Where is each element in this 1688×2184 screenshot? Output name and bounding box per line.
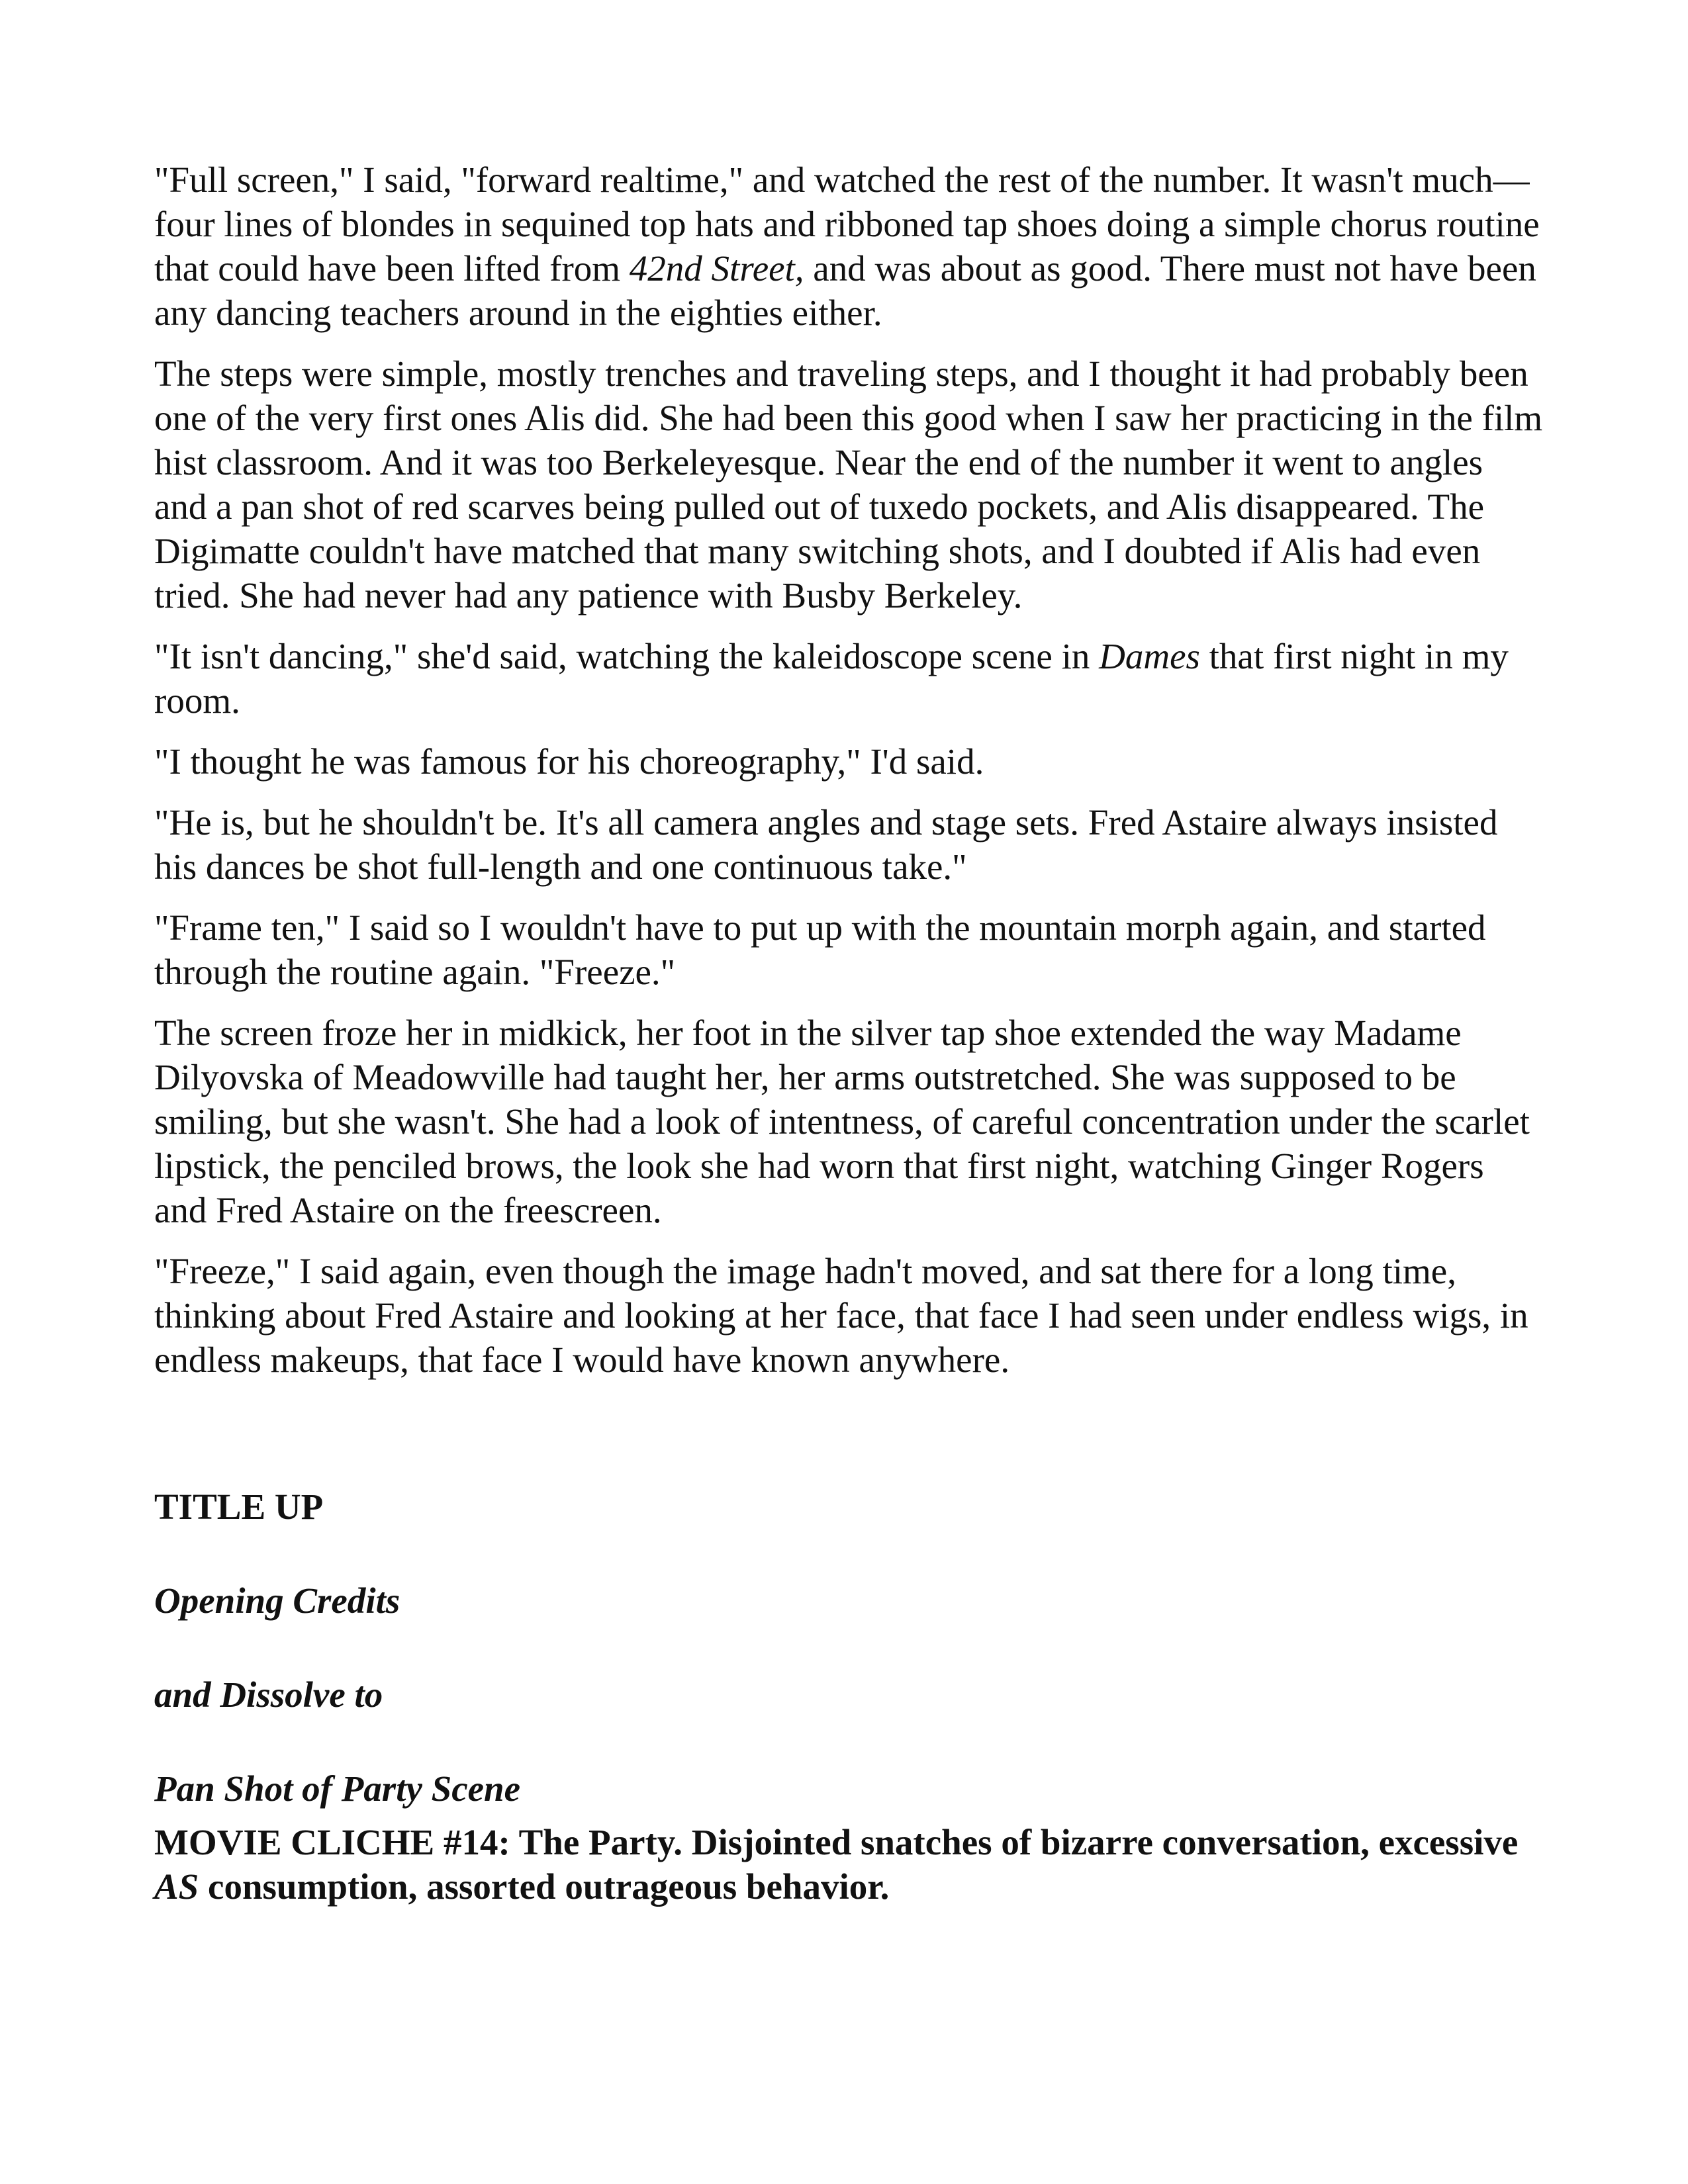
paragraph-freeze-again: "Freeze," I said again, even though the image hadn't moved, and sat there for a long time, thinking about Fred Astaire and looking at her face, that face I had seen under endless wigs, in endless makeups, that face I would have known anywhere. (154, 1251, 1528, 1380)
paragraph-text: that first night in my room. (154, 636, 1509, 721)
paragraph-text: "Full screen," I said, "forward realtime," and watched the rest of the number. It wasn't much—four lines of blondes in sequined top hats and ribboned tap shoes doing a simple chorus routine that could have been lifted from (154, 159, 1540, 289)
heading-dissolve: and Dissolve to (154, 1674, 383, 1715)
paragraph-text: "It isn't dancing," she'd said, watching the kaleidoscope scene in (154, 636, 1100, 676)
paragraph-steps: The steps were simple, mostly trenches and traveling steps, and I thought it had probably been one of the very first ones Alis did. She had been this good when I saw her practicing in the film hist classroom. And it was too Berkeleyesque. Near the end of the number it went to angles and a pan shot of red scarves being pulled out of tuxedo pockets, and Alis disappeared. The Digimatte couldn't have matched that many switching shots, and I doubted if Alis had even tried. She had never had any patience with Busby Berkeley. (154, 353, 1543, 615)
paragraph-choreography: "I thought he was famous for his choreography," I'd said. (154, 741, 984, 782)
paragraph-he-is: "He is, but he shouldn't be. It's all camera angles and stage sets. Fred Astaire always insisted his dances be shot full-length and one continuous take." (154, 802, 1498, 887)
paragraph-movie-cliche (154, 1820, 1544, 1909)
heading-pan-shot: Pan Shot of Party Scene (154, 1768, 521, 1809)
paragraph-screen-froze: The screen froze her in midkick, her foot in the silver tap shoe extended the way Madame Dilyovska of Meadowville had taught her, her arms outstretched. She was supposed to be smiling, but she wasn't. She had a look of intentness, of careful concentration under the scarlet lipstick, the penciled brows, the look she had worn that first night, watching Ginger Rogers and Fred Astaire on the freescreen. (154, 1013, 1530, 1230)
cliche-italic: AS (154, 1866, 199, 1907)
cliche-text: MOVIE CLICHE #14: The Party. Disjointed snatches of bizarre conversation, excessive (154, 1822, 1519, 1862)
cliche-text: consumption, assorted outrageous behavior. (199, 1866, 890, 1907)
document-page (154, 158, 1544, 1945)
film-title: 42nd Street, (629, 248, 804, 289)
paragraph-text: and was about as good. There must not have been any dancing teachers around in the eighties either. (154, 248, 1536, 333)
heading-opening-credits: Opening Credits (154, 1580, 400, 1621)
film-title: Dames (1099, 636, 1200, 676)
paragraph-isnt-dancing (154, 634, 1544, 723)
paragraph-full-screen (154, 158, 1544, 335)
paragraph-frame-ten: "Frame ten," I said so I wouldn't have to put up with the mountain morph again, and started through the routine again. "Freeze." (154, 907, 1486, 992)
heading-title-up: TITLE UP (154, 1486, 324, 1527)
